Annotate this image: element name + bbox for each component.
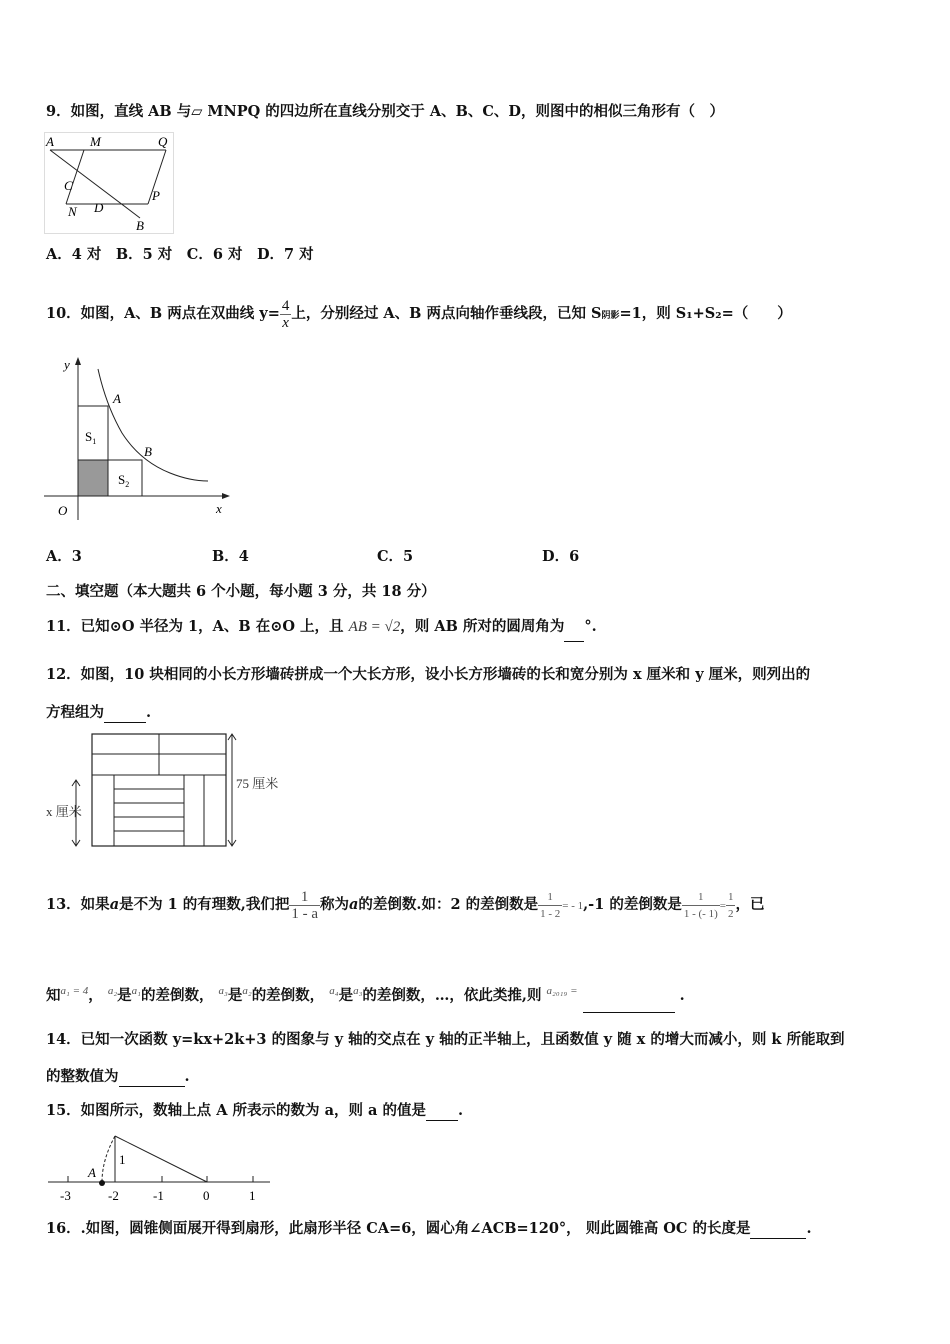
q11-expr: AB = √2 xyxy=(348,619,401,635)
q15-label-1: 1 xyxy=(119,1152,126,1167)
q13-frac1-num: 1 xyxy=(300,888,309,905)
q14-answer-blank[interactable] xyxy=(119,1072,185,1087)
q14-line2-text: 的整数值为 xyxy=(46,1068,119,1085)
q11-post2: °. xyxy=(584,618,597,635)
q13-shi2: 是 xyxy=(227,987,243,1004)
q10-pre: 10．如图，A、B 两点在双曲线 y= xyxy=(46,305,280,322)
section-heading: 二、填空题（本大题共 6 个小题，每小题 3 分，共 18 分） xyxy=(46,583,436,600)
q13-frac1 xyxy=(289,889,320,922)
q10-option-b: B．4 xyxy=(212,548,249,565)
q16-answer-blank[interactable] xyxy=(750,1224,806,1239)
q9-label-a: A xyxy=(46,134,54,149)
q15-label-a: A xyxy=(88,1165,96,1180)
q15-text: 15．如图所示，数轴上点 A 所表示的数为 a，则 a 的值是 xyxy=(46,1102,426,1119)
q10-frac-den: x xyxy=(280,314,292,331)
q10-label-b: B xyxy=(144,444,152,459)
q13-frac1-den: 1 - a xyxy=(291,905,318,922)
q10-fraction xyxy=(280,298,292,331)
q10-label-y: y xyxy=(64,357,70,372)
q13-p5: ,-1 的差倒数是 xyxy=(583,896,682,913)
q13-p2: 是不为 1 的有理数,我们把 xyxy=(119,896,290,913)
q9-stem: 9．如图，直线 AB 与▱ MNPQ 的四边所在直线分别交于 A、B、C、D，则图中的相似三角形有（ ） xyxy=(46,103,724,120)
q13-a1-sym: a₁ xyxy=(131,985,141,997)
q10-option-c: C．5 xyxy=(377,548,414,565)
q9-label-p: P xyxy=(152,188,160,203)
q10-sub: 阴影 xyxy=(601,311,620,321)
q11-stem xyxy=(46,612,597,642)
q11-post: ，则 AB 所对的圆周角为 xyxy=(400,618,565,635)
q10-post: 上，分别经过 A、B 两点向轴作垂线段，已知 S xyxy=(291,305,602,322)
q13-a4-sym: a₄ xyxy=(329,985,339,997)
q13-frac2-num: 1 xyxy=(547,890,553,903)
q13-p4: 的差倒数.如：2 的差倒数是 xyxy=(358,896,539,913)
q13-frac3-den: 1 - (- 1) xyxy=(682,905,720,922)
q12-line1: 12．如图，10 块相同的小长方形墙砖拼成一个大长方形，设小长方形墙砖的长和宽分别为 x 厘米和 y 厘米，则列出的 xyxy=(46,666,811,683)
q15-tick-1: 1 xyxy=(249,1188,256,1203)
q10-figure xyxy=(40,355,240,527)
q16-end: . xyxy=(806,1220,812,1237)
q15-end: . xyxy=(457,1102,464,1119)
q13-cha1: 的差倒数， xyxy=(140,987,214,1004)
q15-tick-neg3: -3 xyxy=(60,1188,71,1203)
q13-shi3: 是 xyxy=(338,987,354,1004)
q10-option-a: A．3 xyxy=(46,548,82,565)
q15-tick-0: 0 xyxy=(203,1188,210,1203)
q13-eq1: = - 1 xyxy=(562,900,584,912)
q13-a2019: a₂₀₁₉ = xyxy=(546,985,578,997)
q12-line2-text: 方程组为 xyxy=(46,704,104,721)
q12-line2 xyxy=(46,703,151,723)
q9-label-d: D xyxy=(94,200,104,215)
q13-a2: a xyxy=(348,896,359,913)
q16-stem xyxy=(46,1219,812,1239)
q10-label-o: O xyxy=(58,503,68,518)
q13-a3-sym: a₃ xyxy=(218,985,228,997)
q10-option-d: D．6 xyxy=(542,548,580,565)
q12-answer-blank[interactable] xyxy=(104,708,146,723)
q10-post2: =1，则 S₁+S₂=（ ） xyxy=(619,305,792,322)
q13-answer-blank[interactable] xyxy=(583,998,675,1013)
q15-stem xyxy=(46,1101,463,1121)
q13-a1eq4: a₁ = 4 xyxy=(60,985,89,997)
q13-cha2: 的差倒数， xyxy=(251,987,325,1004)
q12-line2-end: . xyxy=(146,704,152,721)
q9-label-m: M xyxy=(90,134,101,149)
q13-p6: ，已 xyxy=(735,896,765,913)
q10-label-x: x xyxy=(216,501,222,516)
q9-label-q: Q xyxy=(158,134,168,149)
q13-a2-sym2: a₂ xyxy=(242,985,252,997)
q13-frac4-den: 2 xyxy=(726,905,736,922)
q16-text: 16．.如图，圆锥侧面展开得到扇形，此扇形半径 CA=6，圆心角∠ACB=120°， 则此圆锥高 OC 的长度是 xyxy=(46,1220,751,1237)
q13-eq2: = xyxy=(719,900,726,912)
q13-p3: 称为 xyxy=(319,896,349,913)
q13-dot: . xyxy=(679,987,685,1004)
q12-label-75cm: 75 厘米 xyxy=(236,776,279,791)
q9-figure xyxy=(44,132,174,234)
q13-frac4-num: 1 xyxy=(727,890,734,903)
q10-label-s1: $S_1$ xyxy=(85,429,97,446)
q13-zhi: 知 xyxy=(46,987,61,1004)
q14-line1: 14．已知一次函数 y=kx+2k+3 的图象与 y 轴的交点在 y 轴的正半轴上，且函数值 y 随 x 的增大而减小，则 k 所能取到 xyxy=(46,1031,845,1048)
q13-line1 xyxy=(46,870,764,941)
q15-answer-blank[interactable] xyxy=(426,1106,458,1121)
q13-a2-sym: a₂ xyxy=(107,985,118,997)
q13-a: a xyxy=(109,896,120,913)
q13-p1: 13．如果 xyxy=(46,896,110,913)
q10-frac-num: 4 xyxy=(281,297,290,314)
q13-frac2-den: 1 - 2 xyxy=(538,905,562,922)
q13-frac2 xyxy=(538,889,562,922)
q11-pre: 11．已知⊙O 半径为 1，A、B 在⊙O 上，且 xyxy=(46,618,344,635)
q10-stem xyxy=(46,288,792,342)
q10-label-a: A xyxy=(113,391,121,406)
q13-comma: ， xyxy=(88,987,103,1004)
q14-end: . xyxy=(184,1068,190,1085)
q9-options: A．4 对 B．5 对 C．6 对 D．7 对 xyxy=(46,246,314,263)
q13-a3-sym2: a₃ xyxy=(353,985,363,997)
q9-label-n: N xyxy=(68,204,77,219)
q13-frac3-num: 1 xyxy=(698,890,704,903)
q15-tick-neg2: -2 xyxy=(108,1188,119,1203)
q13-end: 的差倒数，…，依此类推,则 xyxy=(362,987,542,1004)
q9-label-b: B xyxy=(136,218,144,233)
q9-label-c: C xyxy=(64,178,73,193)
q11-answer-blank[interactable] xyxy=(564,627,584,642)
q13-line2 xyxy=(46,974,685,1013)
q12-figure xyxy=(44,730,290,852)
q15-tick-neg1: -1 xyxy=(153,1188,164,1203)
q15-number-line xyxy=(44,1130,276,1204)
q13-frac3 xyxy=(682,889,720,922)
q10-label-s2: $S_2$ xyxy=(118,472,130,489)
q14-line2 xyxy=(46,1067,190,1087)
q13-shi1: 是 xyxy=(117,987,132,1004)
q12-label-xcm: x 厘米 xyxy=(46,804,82,819)
